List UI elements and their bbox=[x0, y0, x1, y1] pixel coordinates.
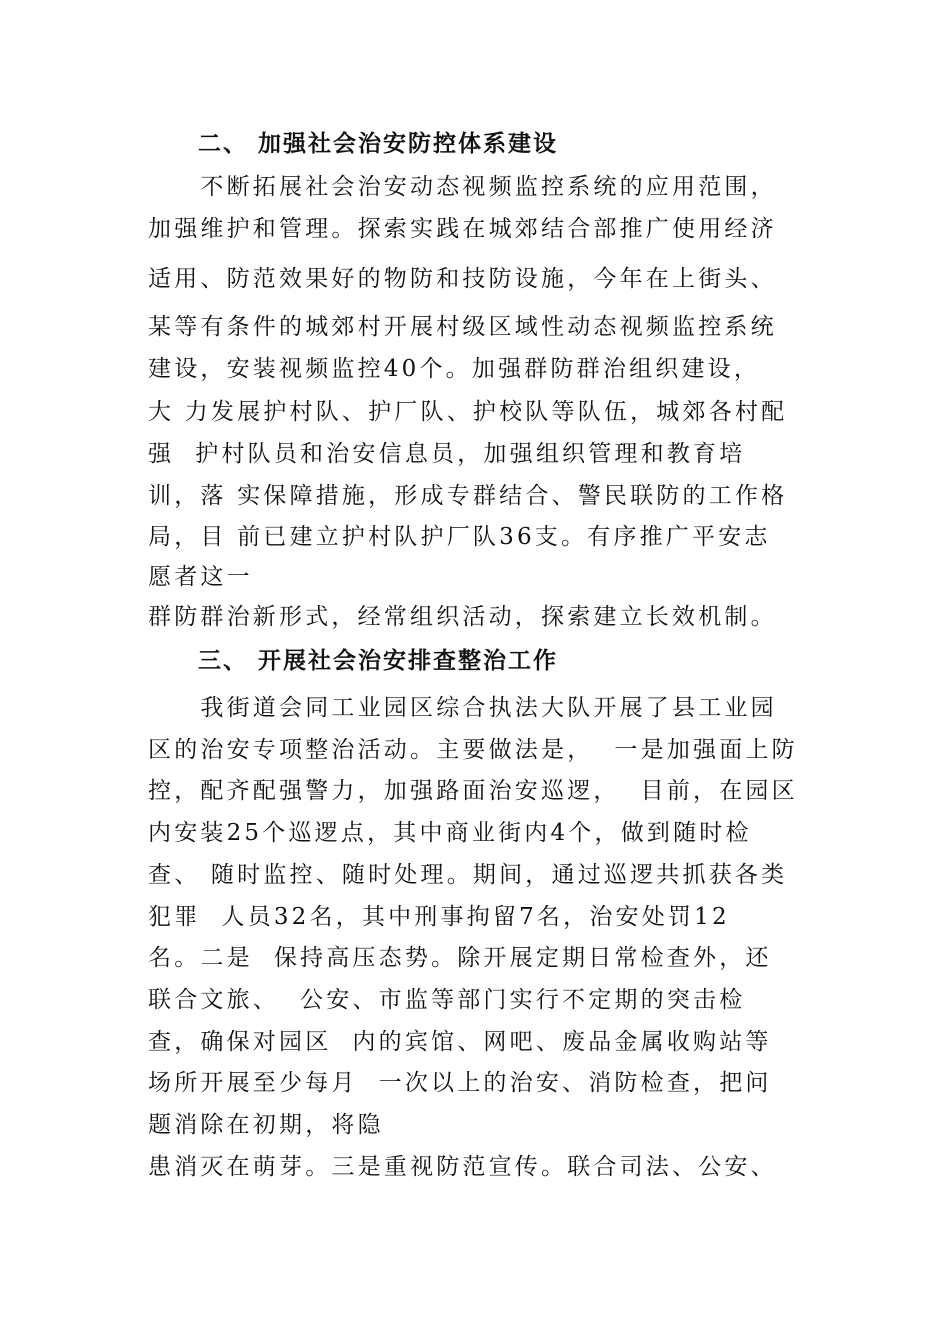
paragraph-line: 区的治安专项整治活动。主要做法是， 一是加强面上防 bbox=[148, 737, 798, 763]
paragraph-line: 局，目 前已建立护村队护厂队36支。有序推广平安志 bbox=[148, 524, 771, 550]
paragraph-line: 不断拓展社会治安动态视频监控系统的应用范围， bbox=[148, 174, 777, 200]
paragraph-line: 题消除在初期，将隐 bbox=[148, 1112, 384, 1138]
paragraph-line: 训，落 实保障措施，形成专群结合、警民联防的工作格 bbox=[148, 483, 788, 509]
paragraph-line: 愿者这一 bbox=[148, 564, 253, 590]
paragraph-line: 群防群治新形式，经常组织活动，探索建立长效机制。 bbox=[148, 604, 777, 630]
section-heading-3: 三、 开展社会治安排查整治工作 bbox=[148, 647, 559, 674]
paragraph-line: 联合文旅、 公安、市监等部门实行不定期的突击检 bbox=[148, 987, 746, 1013]
paragraph-line: 查，确保对园区 内的宾馆、网吧、废品金属收购站等 bbox=[148, 1029, 772, 1055]
paragraph-line: 患消灭在萌芽。三是重视防范宣传。联合司法、公安、 bbox=[148, 1154, 777, 1180]
section-heading-2: 二、 加强社会治安防控体系建设 bbox=[148, 130, 559, 157]
paragraph-line: 某等有条件的城郊村开展村级区域性动态视频监控系统 bbox=[148, 314, 777, 340]
paragraph-line: 我街道会同工业园区综合执法大队开展了县工业园 bbox=[148, 695, 777, 721]
paragraph-line: 控，配齐配强警力，加强路面治安巡逻， 目前，在园区 bbox=[148, 778, 798, 804]
paragraph-line: 加强维护和管理。探索实践在城郊结合部推广使用经济 bbox=[148, 216, 777, 242]
paragraph-line: 建设，安装视频监控40个。加强群防群治组织建设， bbox=[148, 356, 761, 382]
paragraph-line: 大 力发展护村队、护厂队、护校队等队伍，城郊各村配 bbox=[148, 399, 788, 425]
paragraph-line: 适用、防范效果好的物防和技防设施，今年在上街头、 bbox=[148, 266, 777, 292]
paragraph-line: 查、 随时监控、随时处理。期间，通过巡逻共抓获各类 bbox=[148, 862, 788, 888]
paragraph-line: 犯罪 人员32名，其中刑事拘留7名，治安处罚12 bbox=[148, 904, 730, 930]
paragraph-line: 名。二是 保持高压态势。除开展定期日常检查外，还 bbox=[148, 945, 772, 971]
paragraph-line: 场所开展至少每月 一次以上的治安、消防检查，把问 bbox=[148, 1070, 772, 1096]
paragraph-line: 内安装25个巡逻点，其中商业街内4个，做到随时检 bbox=[148, 820, 752, 846]
paragraph-line: 强 护村队员和治安信息员，加强组织管理和教育培 bbox=[148, 441, 746, 467]
